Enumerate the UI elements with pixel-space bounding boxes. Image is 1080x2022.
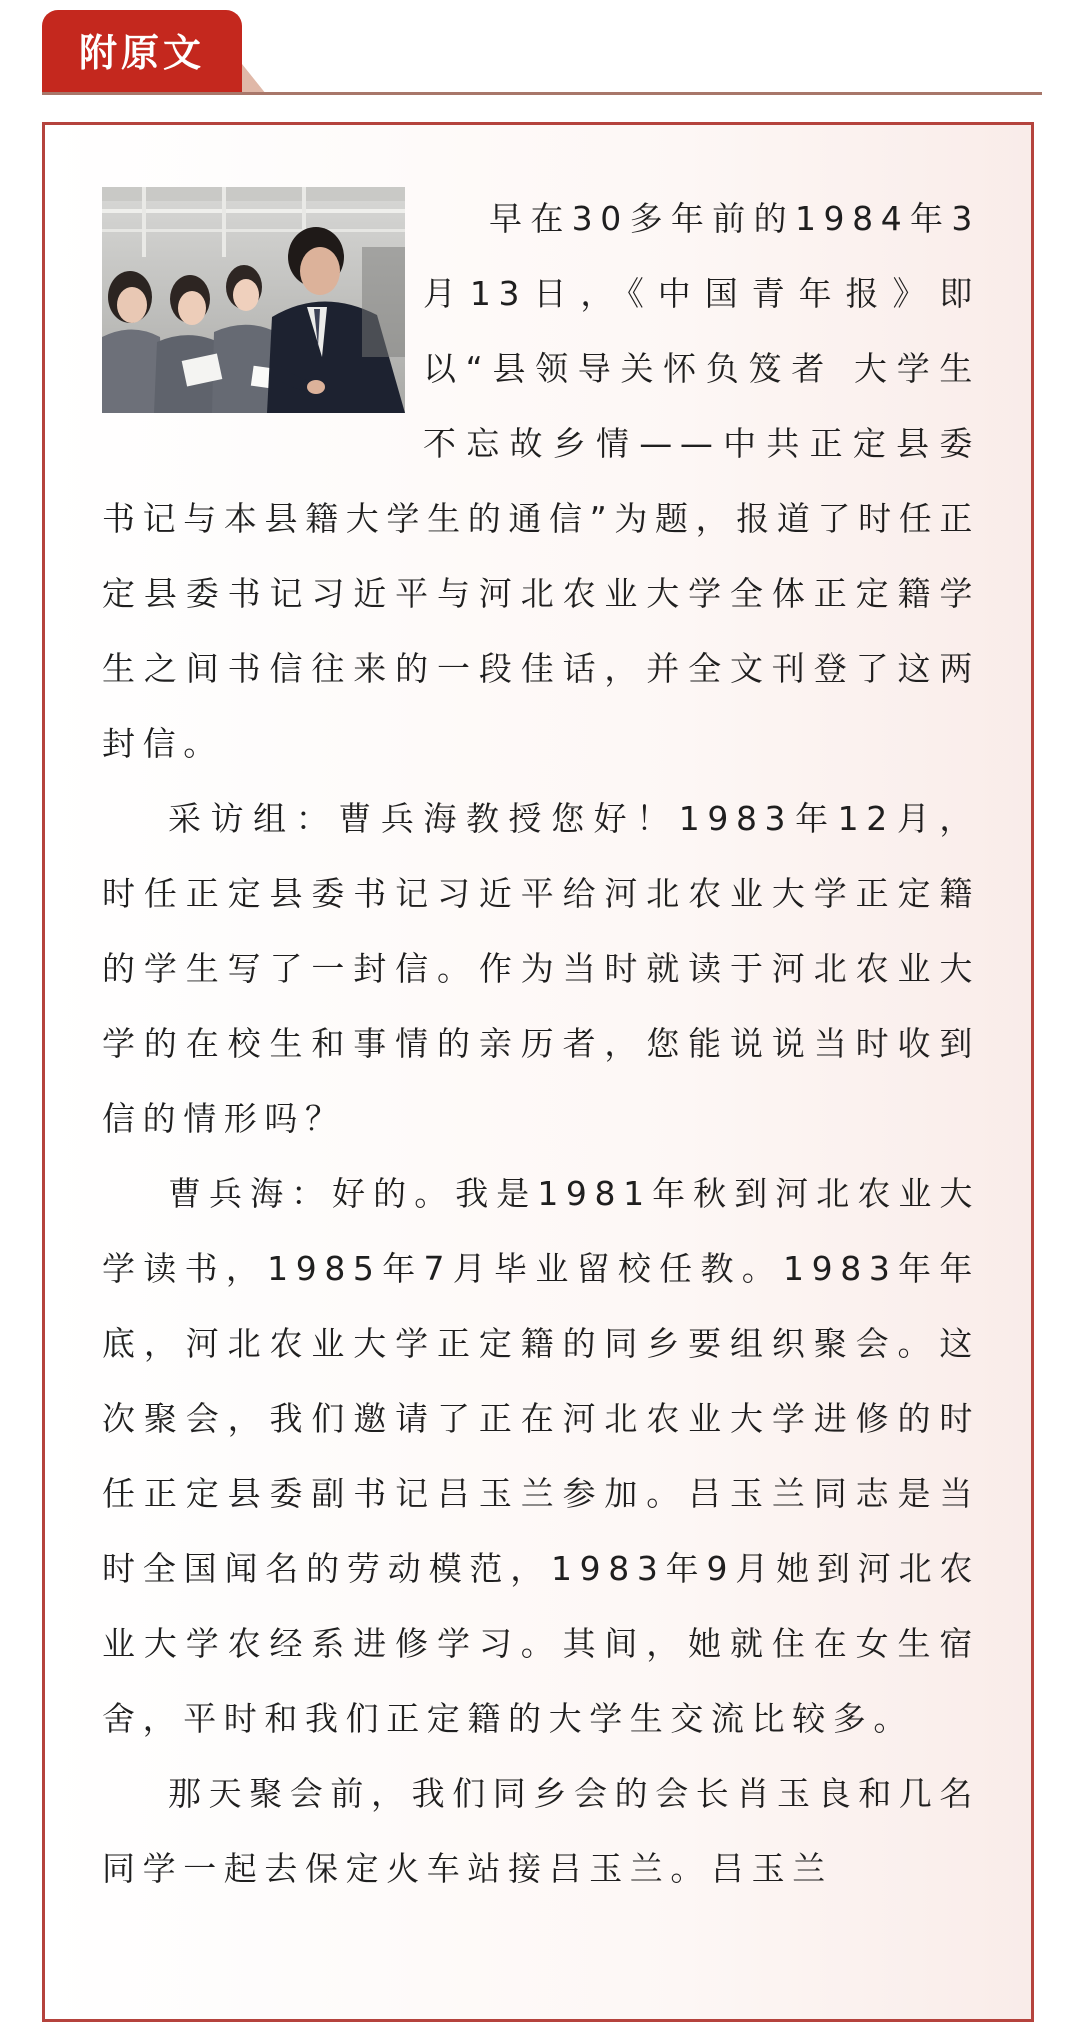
article-paragraph: 早在30多年前的1984年3月13日，《中国青年报》即以“县领导关怀负笈者 大学生不忘故乡情——中共正定县委书记与本县籍大学生的通信”为题，报道了时任正定县委书记习近平与河北农业大学全体正定籍学生之间书信往来的一段佳话，并全文刊登了这两封信。 bbox=[102, 199, 980, 763]
header-tab-fold bbox=[242, 64, 266, 94]
header-title: 附原文 bbox=[78, 31, 205, 75]
article-paragraph: 曹兵海：好的。我是1981年秋到河北农业大学读书，1985年7月毕业留校任教。1983年年底，河北农业大学正定籍的同乡要组织聚会。这次聚会，我们邀请了正在河北农业大学进修的时任正定县委副书记吕玉兰参加。吕玉兰同志是当时全国闻名的劳动模范，1983年9月她到河北农业大学农经系进修学习。其间，她就住在女生宿舍，平时和我们正定籍的大学生交流比较多。 bbox=[102, 1174, 980, 1738]
photo-icon bbox=[102, 187, 405, 413]
article-paragraph: 采访组：曹兵海教授您好！1983年12月，时任正定县委书记习近平给河北农业大学正定籍的学生写了一封信。作为当时就读于河北农业大学的在校生和事情的亲历者，您能说说当时收到信的情形吗？ bbox=[102, 799, 980, 1138]
header-divider bbox=[42, 92, 1042, 95]
section-header bbox=[42, 10, 1042, 100]
article-body bbox=[102, 187, 980, 1906]
article-frame bbox=[42, 122, 1034, 2022]
article-paragraph: 那天聚会前，我们同乡会的会长肖玉良和几名同学一起去保定火车站接吕玉兰。吕玉兰 bbox=[102, 1774, 980, 1888]
